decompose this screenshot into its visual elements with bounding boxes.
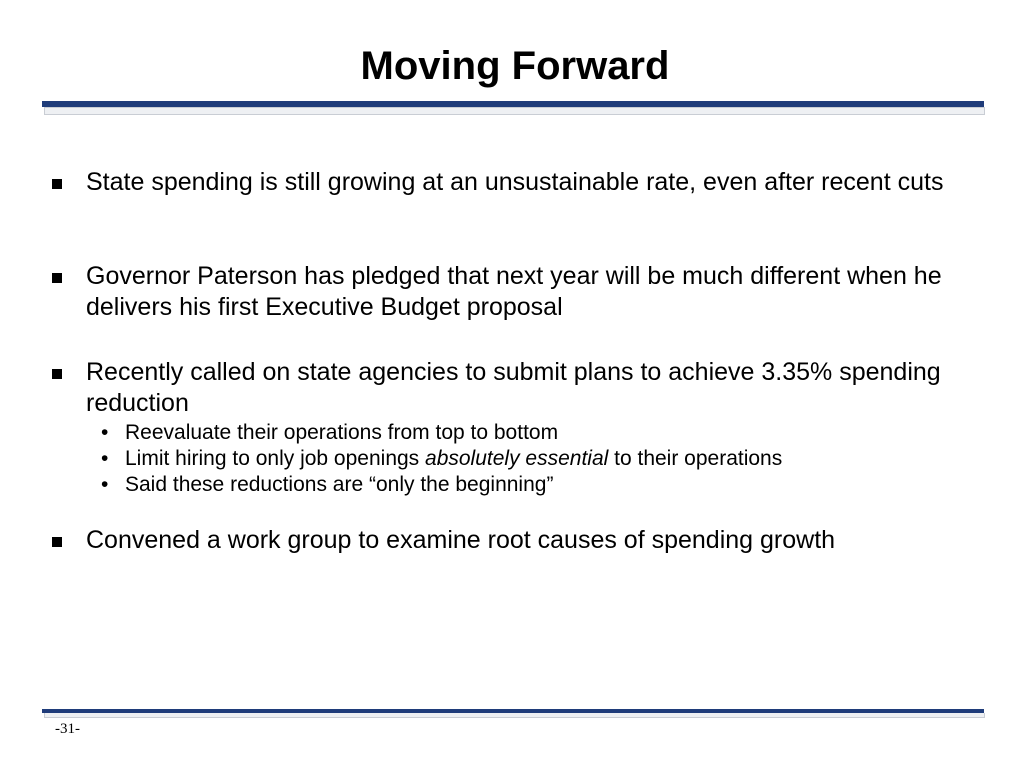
footer-divider-shadow [44,713,985,718]
bullet-item [86,167,966,198]
sub-bullet-text-after: to their operations [608,447,783,470]
square-bullet-icon [52,537,62,547]
round-bullet-icon: • [101,447,109,470]
bullet-text: Recently called on state agencies to submit plans to achieve 3.35% spending reduction [86,358,941,417]
round-bullet-icon: • [101,473,109,496]
bullet-item [86,525,966,556]
sub-bullet-text: Said these reductions are “only the beginning” [125,473,554,496]
sub-bullet-emphasis: absolutely essential [425,447,609,470]
sub-bullet-text-before: Limit hiring to only job openings [125,447,426,470]
square-bullet-icon [52,179,62,189]
bullet-item [86,261,966,323]
sub-bullet-text: Reevaluate their operations from top to bottom [125,421,559,444]
sub-bullet-item [101,446,985,472]
bullet-text: State spending is still growing at an unsustainable rate, even after recent cuts [86,168,944,196]
bullet-item [86,357,966,419]
bullet-text: Convened a work group to examine root causes of spending growth [86,526,836,554]
sub-bullet-item [101,472,985,498]
square-bullet-icon [52,273,62,283]
page-number: -31- [55,721,80,737]
round-bullet-icon: • [101,421,109,444]
slide-title: Moving Forward [360,44,670,88]
sub-bullet-item [101,420,985,446]
bullet-text: Governor Paterson has pledged that next year will be much different when he delivers his first Executive Budget proposal [86,262,942,321]
square-bullet-icon [52,369,62,379]
title-divider-shadow [44,107,985,115]
